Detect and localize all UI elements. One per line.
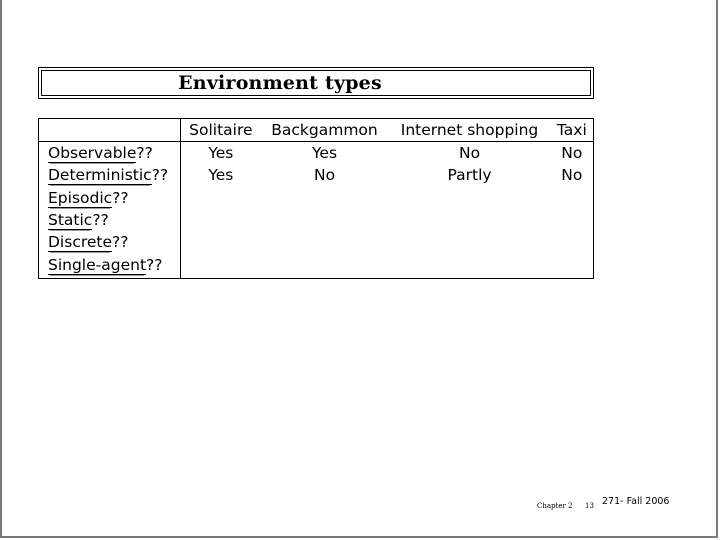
table-cell <box>388 209 550 231</box>
table-row <box>39 164 594 186</box>
footer-course: 271- Fall 2006 <box>602 496 670 507</box>
table-cell <box>261 209 389 231</box>
column-header-backgammon: Backgammon <box>261 119 389 142</box>
table-cell: Yes <box>208 144 234 163</box>
slide-title: Environment types <box>178 72 382 94</box>
table-row <box>39 209 594 231</box>
title-inner-frame <box>41 70 591 96</box>
table-row <box>39 231 594 253</box>
property-suffix: ?? <box>112 188 129 207</box>
row-header-single-agent <box>39 253 181 278</box>
table-cell <box>388 187 550 209</box>
footer-chapter: Chapter 2 <box>537 502 573 510</box>
table-cell <box>551 231 594 253</box>
table-cell: Partly <box>447 166 492 185</box>
table-header-row <box>39 119 594 142</box>
column-header-solitaire: Solitaire <box>181 119 261 142</box>
table-cell <box>388 231 550 253</box>
table-row <box>39 253 594 278</box>
title-frame <box>38 67 594 99</box>
table-cell <box>551 209 594 231</box>
footer-page-number: 13 <box>585 502 594 510</box>
property-suffix: ?? <box>151 166 169 185</box>
table-cell <box>551 253 594 278</box>
table-cell <box>388 253 550 278</box>
property-label: Single-agent <box>48 255 147 274</box>
property-label: Discrete <box>48 233 113 252</box>
row-header-discrete <box>39 231 181 253</box>
row-header-deterministic <box>39 164 181 186</box>
table-cell: Yes <box>312 144 338 163</box>
property-suffix: ?? <box>136 144 153 163</box>
row-header-static <box>39 209 181 231</box>
property-label: Deterministic <box>48 166 152 185</box>
table-cell: No <box>561 144 583 163</box>
row-header-observable <box>39 142 181 165</box>
table-cell <box>181 209 261 231</box>
table-corner-cell <box>39 119 181 142</box>
table-row <box>39 187 594 209</box>
property-label: Episodic <box>48 188 113 207</box>
table-cell: No <box>313 166 336 185</box>
property-suffix: ?? <box>112 233 129 252</box>
environment-table <box>38 118 594 279</box>
table-cell <box>261 253 389 278</box>
row-header-episodic <box>39 187 181 209</box>
table-cell: No <box>458 144 481 163</box>
table-cell <box>181 253 261 278</box>
table-cell <box>181 231 261 253</box>
table-cell <box>261 187 389 209</box>
table-cell: Yes <box>208 166 234 185</box>
table-cell: No <box>561 166 583 185</box>
table-cell <box>181 187 261 209</box>
property-label: Observable <box>48 144 137 163</box>
table-cell <box>261 231 389 253</box>
property-suffix: ?? <box>92 211 109 230</box>
table-row <box>39 142 594 165</box>
property-suffix: ?? <box>146 255 163 274</box>
property-label: Static <box>48 211 93 230</box>
column-header-internet-shopping: Internet shopping <box>388 119 550 142</box>
table-cell <box>551 187 594 209</box>
column-header-taxi: Taxi <box>551 119 594 142</box>
